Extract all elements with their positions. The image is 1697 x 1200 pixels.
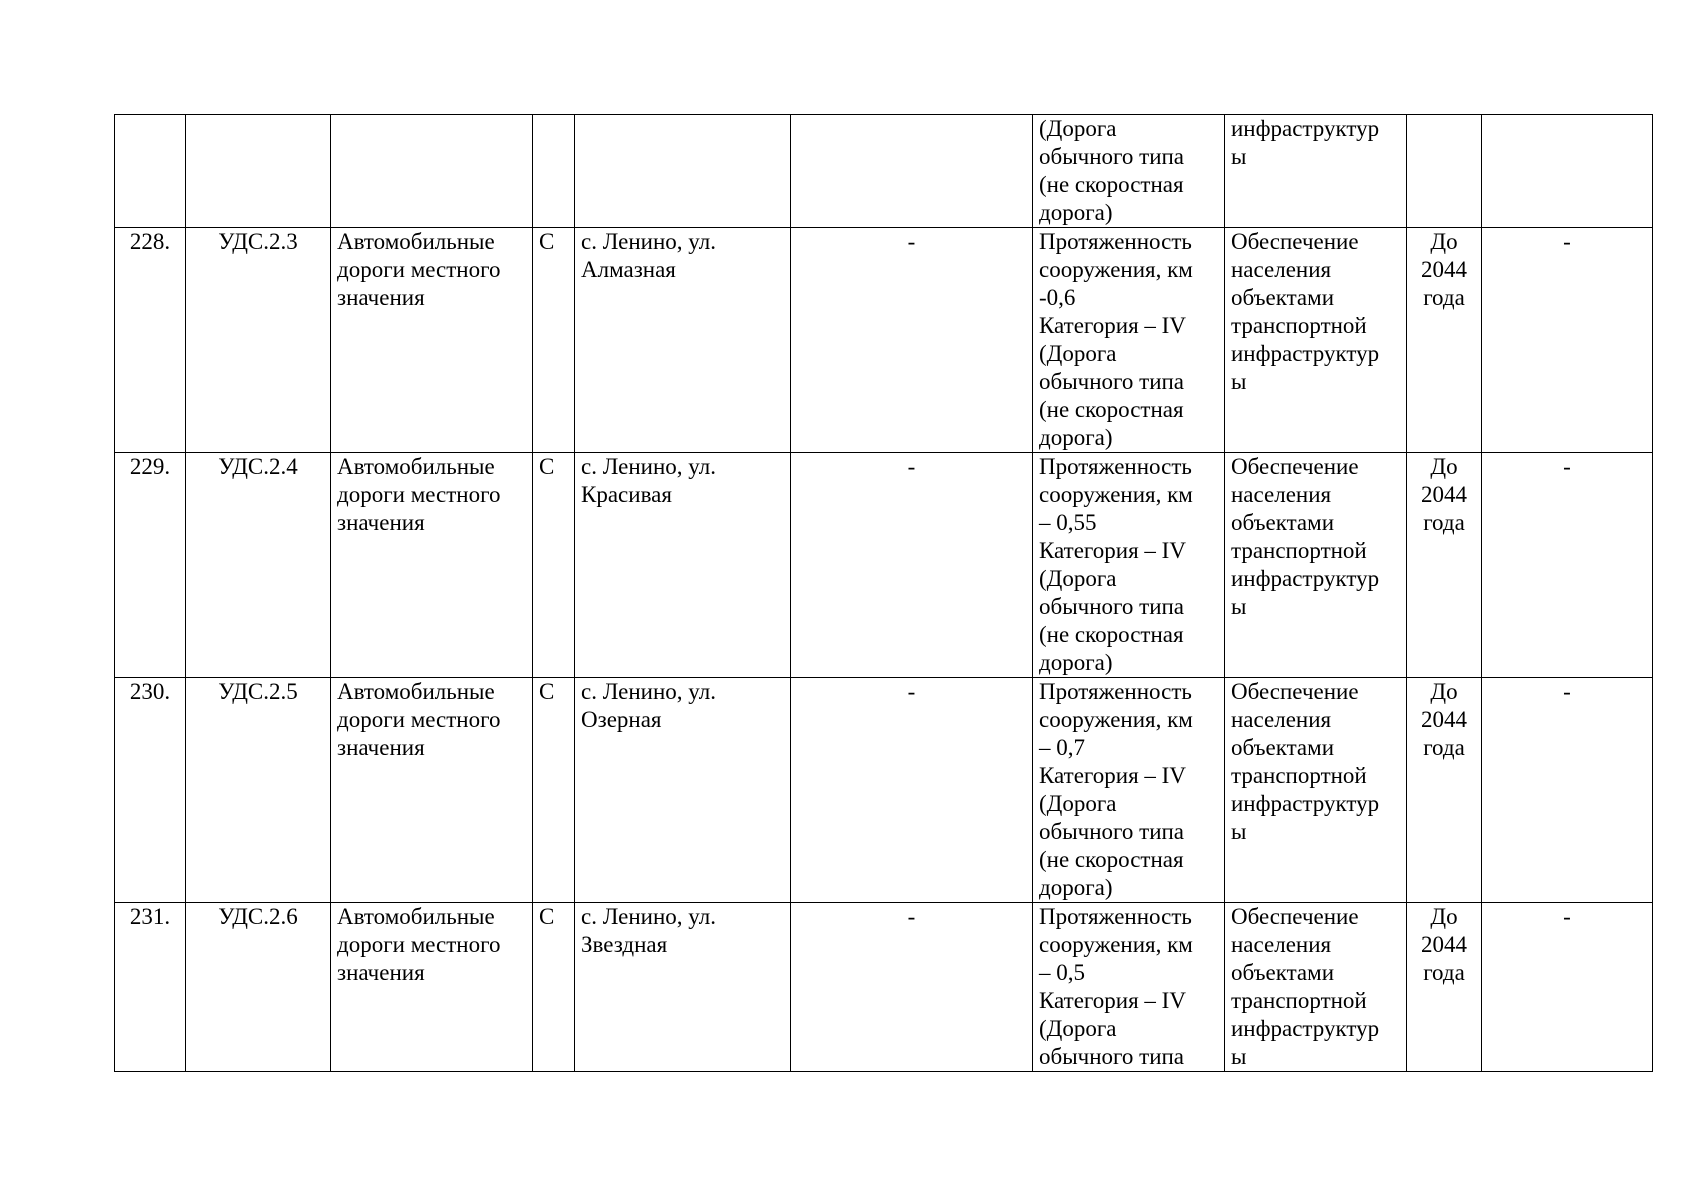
cell-num: 228.: [115, 228, 186, 453]
cell-location: с. Ленино, ул. Озерная: [575, 678, 791, 903]
table-row: [115, 453, 1653, 678]
cell-col6: [791, 115, 1033, 228]
cell-num: [115, 115, 186, 228]
cell-purpose: Обеспечение населения объектами транспортной инфраструктур ы: [1225, 228, 1407, 453]
cell-location: с. Ленино, ул. Красивая: [575, 453, 791, 678]
cell-location: с. Ленино, ул. Алмазная: [575, 228, 791, 453]
cell-status: С: [533, 678, 575, 903]
objects-table: [114, 114, 1653, 1072]
cell-deadline: До 2044 года: [1407, 903, 1482, 1072]
cell-code: УДС.2.6: [186, 903, 331, 1072]
cell-col6: -: [791, 228, 1033, 453]
cell-col6: -: [791, 903, 1033, 1072]
cell-deadline: До 2044 года: [1407, 228, 1482, 453]
cell-characteristics: Протяженность сооружения, км – 0,5 Категория – IV (Дорога обычного типа: [1033, 903, 1225, 1072]
cell-location: [575, 115, 791, 228]
cell-code: [186, 115, 331, 228]
table-row: [115, 678, 1653, 903]
cell-deadline: До 2044 года: [1407, 453, 1482, 678]
cell-status: С: [533, 228, 575, 453]
cell-num: 229.: [115, 453, 186, 678]
cell-purpose: Обеспечение населения объектами транспортной инфраструктур ы: [1225, 678, 1407, 903]
cell-characteristics: Протяженность сооружения, км -0,6 Категория – IV (Дорога обычного типа (не скоростная дорога): [1033, 228, 1225, 453]
table-row-continuation: [115, 115, 1653, 228]
cell-characteristics: Протяженность сооружения, км – 0,7 Категория – IV (Дорога обычного типа (не скоростная дорога): [1033, 678, 1225, 903]
cell-code: УДС.2.4: [186, 453, 331, 678]
cell-status: [533, 115, 575, 228]
cell-col6: -: [791, 678, 1033, 903]
cell-col10: -: [1482, 228, 1653, 453]
cell-type: Автомобильные дороги местного значения: [331, 453, 533, 678]
cell-type: Автомобильные дороги местного значения: [331, 228, 533, 453]
cell-status: С: [533, 903, 575, 1072]
cell-purpose: Обеспечение населения объектами транспортной инфраструктур ы: [1225, 903, 1407, 1072]
cell-code: УДС.2.3: [186, 228, 331, 453]
cell-col6: -: [791, 453, 1033, 678]
cell-deadline: До 2044 года: [1407, 678, 1482, 903]
cell-characteristics: Протяженность сооружения, км – 0,55 Категория – IV (Дорога обычного типа (не скоростная дорога): [1033, 453, 1225, 678]
table-row: [115, 903, 1653, 1072]
cell-num: 230.: [115, 678, 186, 903]
cell-type: Автомобильные дороги местного значения: [331, 678, 533, 903]
cell-characteristics: (Дорога обычного типа (не скоростная дорога): [1033, 115, 1225, 228]
cell-col10: [1482, 115, 1653, 228]
cell-col10: -: [1482, 453, 1653, 678]
table-row: [115, 228, 1653, 453]
cell-location: с. Ленино, ул. Звездная: [575, 903, 791, 1072]
cell-type: Автомобильные дороги местного значения: [331, 903, 533, 1072]
cell-code: УДС.2.5: [186, 678, 331, 903]
cell-status: С: [533, 453, 575, 678]
cell-type: [331, 115, 533, 228]
cell-deadline: [1407, 115, 1482, 228]
cell-purpose: Обеспечение населения объектами транспортной инфраструктур ы: [1225, 453, 1407, 678]
cell-col10: -: [1482, 903, 1653, 1072]
cell-purpose: инфраструктур ы: [1225, 115, 1407, 228]
cell-col10: -: [1482, 678, 1653, 903]
cell-num: 231.: [115, 903, 186, 1072]
